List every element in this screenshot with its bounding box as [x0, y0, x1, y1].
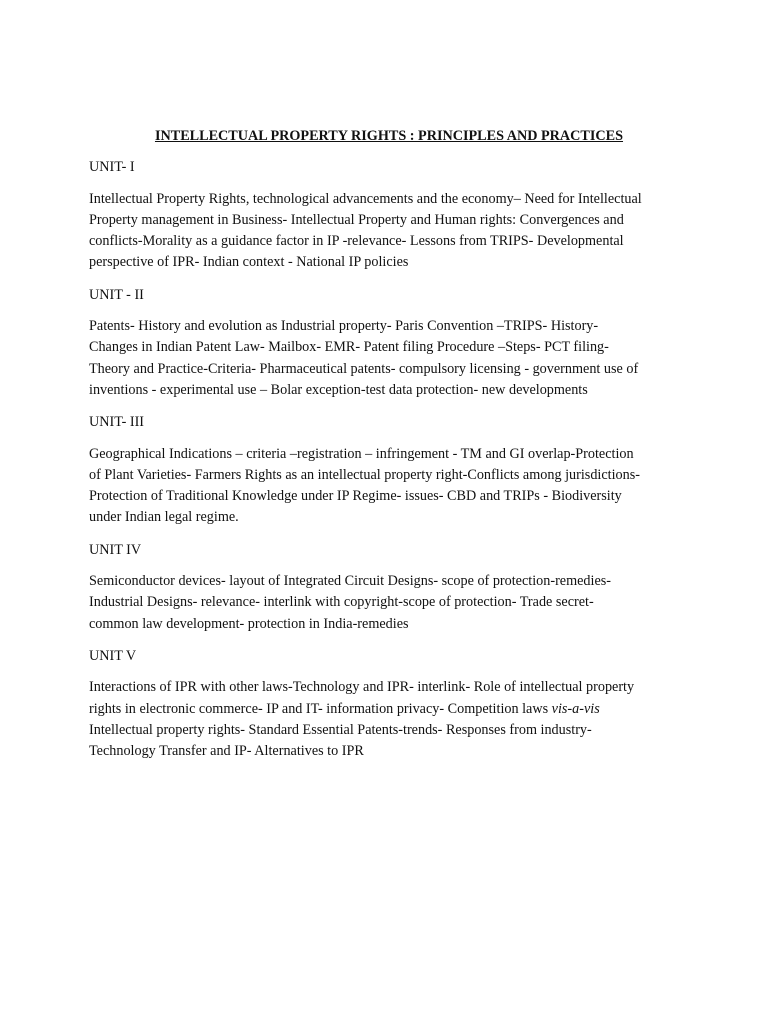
unit-1-line: perspective of IPR- Indian context - National IP policies — [89, 254, 409, 271]
unit-2-line: Patents- History and evolution as Industrial property- Paris Convention –TRIPS- History- — [89, 318, 599, 335]
unit-2-line: Theory and Practice-Criteria- Pharmaceutical patents- compulsory licensing - government use of — [89, 360, 639, 377]
unit-4-line: Semiconductor devices- layout of Integrated Circuit Designs- scope of protection-remedies- — [89, 573, 612, 590]
unit-body-4 — [89, 571, 689, 635]
unit-body-3 — [89, 444, 689, 529]
unit-2-line: Changes in Indian Patent Law- Mailbox- EMR- Patent filing Procedure –Steps- PCT filing- — [89, 339, 609, 356]
unit-1-line: conflicts-Morality as a guidance factor in IP -relevance- Lessons from TRIPS- Developmental — [89, 233, 624, 250]
unit-5-line-text: rights in electronic commerce- IP and IT- information privacy- Competition laws — [89, 700, 552, 717]
unit-4-line: common law development- protection in India-remedies — [89, 615, 409, 632]
unit-3-line: Protection of Traditional Knowledge under IP Regime- issues- CBD and TRIPs - Biodiversity — [89, 488, 622, 505]
unit-heading-3: UNIT- III — [89, 414, 145, 431]
unit-5-line: Technology Transfer and IP- Alternatives to IPR — [89, 743, 364, 760]
unit-5-line — [89, 699, 689, 720]
unit-4-line: Industrial Designs- relevance- interlink with copyright-scope of protection- Trade secret- — [89, 594, 594, 611]
unit-heading-5: UNIT V — [89, 647, 137, 664]
syllabus-document — [89, 126, 689, 773]
unit-heading-4: UNIT IV — [89, 541, 142, 558]
unit-heading-2: UNIT - II — [89, 286, 144, 303]
unit-body-5 — [89, 677, 689, 762]
unit-1-line: Intellectual Property Rights, technological advancements and the economy– Need for Intellectual — [89, 190, 642, 207]
unit-3-line: of Plant Varieties- Farmers Rights as an intellectual property right-Conflicts among jurisdictions- — [89, 466, 640, 483]
italic-phrase: vis-a-vis — [551, 700, 600, 717]
unit-body-1 — [89, 189, 689, 274]
unit-1-line: Property management in Business- Intellectual Property and Human rights: Convergences and — [89, 211, 624, 228]
unit-body-2 — [89, 316, 689, 401]
unit-3-line: under Indian legal regime. — [89, 509, 239, 526]
unit-heading-1: UNIT- I — [89, 159, 135, 176]
unit-5-line: Intellectual property rights- Standard Essential Patents-trends- Responses from industry- — [89, 721, 592, 738]
unit-3-line: Geographical Indications – criteria –registration – infringement - TM and GI overlap-Protection — [89, 445, 634, 462]
document-title: INTELLECTUAL PROPERTY RIGHTS : PRINCIPLES AND PRACTICES — [154, 128, 624, 144]
unit-5-line: Interactions of IPR with other laws-Technology and IPR- interlink- Role of intellectual property — [89, 679, 635, 696]
unit-2-line: inventions - experimental use – Bolar exception-test data protection- new developments — [89, 381, 588, 398]
